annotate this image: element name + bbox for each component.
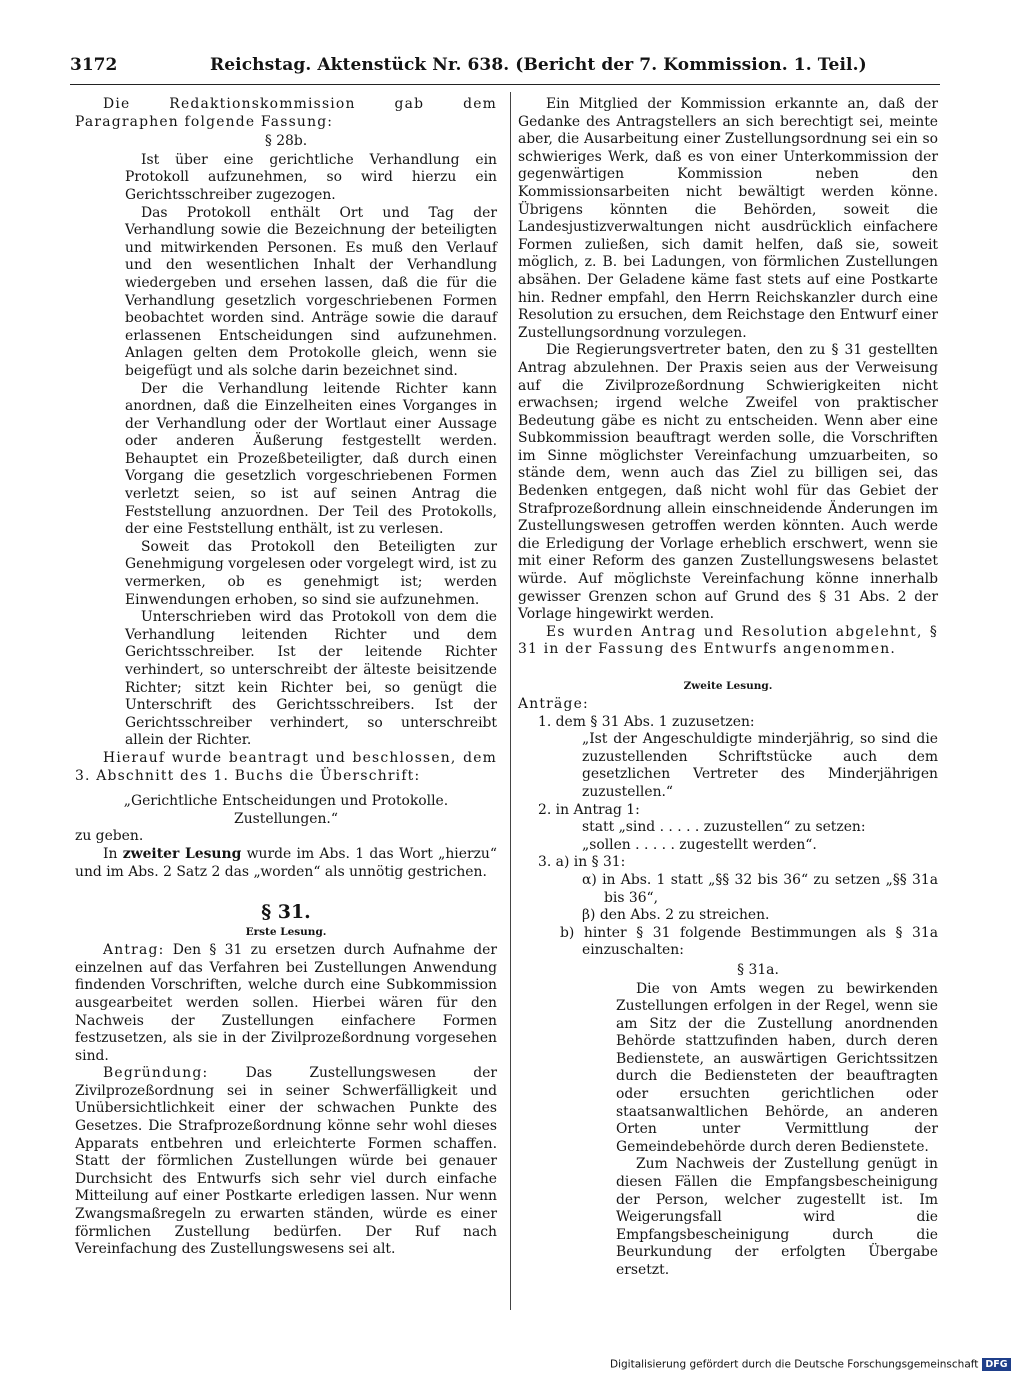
dfg-logo: DFG <box>982 1358 1010 1371</box>
right-column <box>518 96 938 1280</box>
quoted-heading-line-1: „Gerichtliche Entscheidungen und Protokolle. <box>123 793 449 810</box>
text-run: wurde im Abs. 1 das Wort „hierzu“ und im Abs. 2 Satz 2 das „worden“ als unnötig gestrichen. <box>75 845 497 880</box>
list-subitem: β) den Abs. 2 zu streichen. <box>582 907 770 924</box>
list-item: 3. a) in § 31: <box>538 854 626 871</box>
left-column <box>75 96 497 1259</box>
paragraph: Unterschrieben wird das Protokoll von dem die Verhandlung leitenden Richter und dem Gerichtsschreiber. Ist der leitende Richter verhindert, so unterschreibt der älteste beisitzende Richter; sitzt kein Richter bei, so genügt die Unterschrift des Gerichtsschreibers. Ist der Gerichtsschreiber verhindert, so unterschreibt allein der Richter. <box>125 609 497 749</box>
list-subline: „sollen . . . . . zugestellt werden“. <box>582 836 817 853</box>
paragraph: Der die Verhandlung leitende Richter kann anordnen, daß die Einzelheiten eines Vorganges in der Verhandlung oder der Wortlaut einer Aussage oder anderen Äußerung festgestellt werden. Behauptet ein Prozeßbeteiligter, daß durch einen Vorgang die gesetzlich vorgeschriebenen Formen verletzt seien, so ist auf seinen Antrag die Feststellung anzuordnen. Der Teil des Protokolls, der eine Feststellung enthält, ist zu verlesen. <box>125 380 497 538</box>
spacer <box>75 785 497 793</box>
section-28b-heading: § 28b. <box>264 133 308 150</box>
text-run: In <box>103 845 123 862</box>
antraege-label: Anträge: <box>518 696 589 712</box>
paragraph: Die Regierungsvertreter baten, den zu § 31 gestellten Antrag abzulehnen. Der Praxis seien aus der Verweisung auf die Zivilprozeßordnung Schwierigkeiten nicht erwachsen; irgend welche Zweifel von praktischer Bedeutung gäbe es nicht zu entscheiden. Wenn aber eine Subkommission beauftragt werden solle, die Vorschriften im Sinne möglichster Vereinfachung umzuarbeiten, so stände dem, wenn auch das Ziel zu billigen sei, das Bedenken entgegen, daß nicht wohl für das Gebiet der Strafprozeßordnung allein einschneidende Änderungen im Zustellungswesen getroffen werden könnten. Auch werde die Erledigung der Vorlage erheblich erschwert, wenn sie mit einer Reform des ganzen Zustellungswesens belastet würde. Auf möglichste Vereinfachung könne innerhalb gewisser Grenzen schon auf Grund des § 31 Abs. 2 der Vorlage hingewirkt werden. <box>518 342 938 623</box>
paragraph: Soweit das Protokoll den Beteiligten zur Genehmigung vorgelesen oder vorgelegt wird, ist zu vermerken, ob es genehmigt ist; werden Einwendungen erhoben, so sind sie aufzunehmen. <box>125 538 497 608</box>
list-subitem: α) in Abs. 1 statt „§§ 32 bis 36“ zu setzen „§§ 31a bis 36“, <box>582 871 938 906</box>
second-reading-heading: Zweite Lesung. <box>683 680 773 692</box>
paragraph <box>75 1065 497 1259</box>
list-item: 2. in Antrag 1: <box>538 801 640 818</box>
paragraph: Zum Nachweis der Zustellung genügt in diesen Fällen die Empfangsbescheinigung der Person, welcher zugestellt ist. Im Weigerungsfall wird die Empfangsbescheinigung durch die Beurkundung der erfolgten Übergabe ersetzt. <box>616 1156 938 1278</box>
spacer <box>518 659 938 677</box>
paragraph: Die von Amts wegen zu bewirkenden Zustellungen erfolgen in der Regel, wenn sie am Sitz der die Zustellung anordnenden Behörde stattzufinden haben, durch deren Bedienstete, an auswärtigen Gerichtssitzen durch die Bediensteten der beauftragten oder ersuchten gerichtlichen oder staatsanwaltlichen Behörde, an anderen Orten unter Vermittlung der Gemeindebehörde durch deren Bedienstete. <box>616 980 938 1155</box>
list-subitem: b) hinter § 31 folgende Bestimmungen als § 31a einzuschalten: <box>560 924 938 959</box>
section-31-heading: § 31. <box>261 901 311 924</box>
paragraph: Es wurden Antrag und Resolution abgelehnt, § 31 in der Fassung des Entwurfs angenommen. <box>518 623 938 658</box>
footer-text: Digitalisierung gefördert durch die Deutsche Forschungsgemeinschaft <box>610 1358 979 1371</box>
page-number: 3172 <box>70 55 118 75</box>
list-item: 1. dem § 31 Abs. 1 zuzusetzen: <box>538 713 755 730</box>
section-28b-text <box>75 152 497 750</box>
first-reading-heading: Erste Lesung. <box>245 926 327 939</box>
running-title: Reichstag. Aktenstück Nr. 638. (Bericht der 7. Kommission. 1. Teil.) <box>210 55 867 75</box>
column-divider <box>510 92 511 1310</box>
bold-run: zweiter Lesung <box>122 845 242 862</box>
quoted-heading-line-2: Zustellungen.“ <box>234 810 338 827</box>
header-rule <box>70 84 940 85</box>
paragraph <box>75 846 497 881</box>
quote-block <box>518 731 938 801</box>
paragraph: zu geben. <box>75 828 144 845</box>
quote-text: „Ist der Angeschuldigte minderjährig, so sind die zuzustellenden Schriftstücke auch dem gesetzlichen Vertreter des Minderjährigen zuzustellen.“ <box>582 731 938 800</box>
paragraph: Das Protokoll enthält Ort und Tag der Verhandlung sowie die Bezeichnung der beteiligten und mitwirkenden Personen. Es muß den Verlauf und den wesentlichen Inhalt der Verhandlung wiedergeben und ersehen lassen, daß die für die Verhandlung gesetzlich vorgeschriebenen Formen beobachtet worden sind. Anträge sowie die darauf erlassenen Entscheidungen sind aufzunehmen. Anlagen gelten dem Protokolle gleich, wenn sie beigefügt und als solche darin bezeichnet sind. <box>125 204 497 379</box>
list-subline: statt „sind . . . . . zuzustellen“ zu setzen: <box>582 819 866 836</box>
paragraph: Ist über eine gerichtliche Verhandlung ein Protokoll aufzunehmen, so wird hierzu ein Gerichtsschreiber zugezogen. <box>125 151 497 203</box>
text-run: Das Zustellungswesen der Zivilprozeßordnung sei in seiner Schwerfälligkeit und Unübersichtlichkeit einer der schwachen Punkte des Gesetzes. Die Strafprozeßordnung könne sehr wohl dieses Apparats entbehren und erleichterte Formen schaffen. Statt der förmlichen Zustellungen würde bei genauer Durchsicht des Entwurfs sich sehr viel durch einfache Mitteilung auf einer Postkarte erledigen lassen. Nur wenn Zwangsmaßregeln zu erwarten ständen, würde es einer förmlichen Zustellung bedürfen. Der Ruf nach Vereinfachung des Zustellungswesens sei alt. <box>75 1065 497 1258</box>
text-run: Den § 31 zu ersetzen durch Aufnahme der einzelnen auf das Verfahren bei Zustellungen Anwendung findenden Vorschriften, welche durch eine Subkommission ausgearbeitet werden sollen. Hierbei wären für den Nachweis der Zustellungen einfachere Formen festzusetzen, als sie in der Zivilprozeßordnung vorgesehen sind. <box>75 942 497 1064</box>
left-intro: Die Redaktionskommission gab dem Paragraphen folgende Fassung: <box>75 96 497 130</box>
paragraph: Ein Mitglied der Kommission erkannte an, daß der Gedanke des Antragstellers an sich berechtigt sei, meinte aber, die Ausarbeitung einer Zustellungsordnung sei ein so schwieriges Werk, daß es von einer Unterkommission der gegenwärtigen Kommission neben den Kommissionsarbeiten nicht bewältigt werden könne. Übrigens könnten die Behörden, soweit die Landesjustizverwaltungen nicht ausdrücklich einfachere Formen zuließen, sich damit helfen, daß sie, soweit möglich, z. B. bei Ladungen, von förmlichen Zustellungen absähen. Der Geladene käme fast stets auf eine Postkarte hin. Redner empfahl, den Herrn Reichskanzler durch eine Resolution zu ersuchen, dem Reichstage den Entwurf einer Zustellungsordnung vorzulegen. <box>518 96 938 341</box>
section-31a-text <box>518 981 938 1280</box>
paragraph: Hierauf wurde beantragt und beschlossen, dem 3. Abschnitt des 1. Buchs die Überschrift: <box>75 749 497 784</box>
page-header <box>70 55 940 83</box>
paragraph <box>75 942 497 1065</box>
section-31a-heading: § 31a. <box>737 961 779 978</box>
label-run: Begründung: <box>103 1065 209 1082</box>
label-run: Antrag: <box>103 942 165 959</box>
digitization-footer <box>610 1358 1008 1371</box>
